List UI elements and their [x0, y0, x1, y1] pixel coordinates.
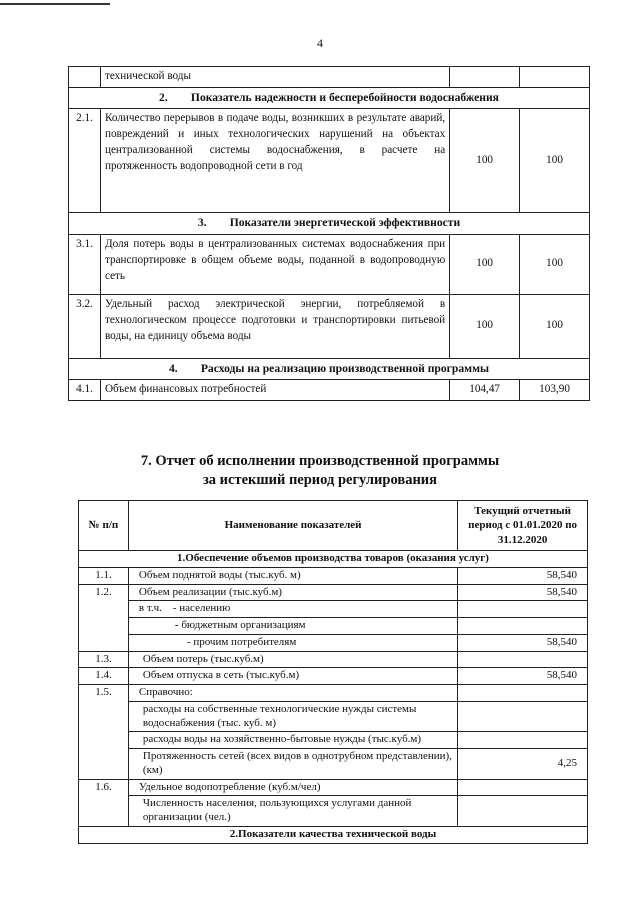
row-value — [458, 651, 588, 668]
row-name: расходы воды на хозяйственно-бытовые нужды (тыс.куб.м) — [128, 732, 457, 749]
table-row — [69, 294, 590, 358]
table-row — [79, 685, 588, 702]
row-name: Справочно: — [128, 685, 457, 702]
row-value — [458, 618, 588, 635]
indicators-table — [68, 66, 590, 401]
section-header-row — [69, 358, 590, 379]
heading-line-2: за истекший период регулирования — [202, 472, 438, 489]
row-number: 2.1. — [69, 109, 101, 213]
row-name: Численность населения, пользующихся услугами данной организации (чел.) — [128, 796, 457, 827]
header-period: Текущий отчетный период с 01.01.2020 по 31.12.2020 — [458, 501, 588, 551]
table-row — [69, 67, 590, 88]
row-value — [458, 601, 588, 618]
row-value-2: 100 — [520, 109, 590, 213]
row-number: 1.2. — [79, 584, 129, 601]
report-table — [78, 500, 588, 844]
continuation-text: технической воды — [100, 67, 449, 88]
row-value-1: 100 — [450, 294, 520, 358]
table-row — [79, 779, 588, 796]
row-name: - бюджетным организациям — [128, 618, 457, 635]
top-rule — [0, 3, 110, 5]
header-row — [79, 501, 588, 551]
table-row — [79, 796, 588, 827]
header-num: № п/п — [79, 501, 129, 551]
row-number: 1.5. — [79, 685, 129, 702]
table-row — [79, 634, 588, 651]
section-header-row — [79, 826, 588, 843]
row-value-1: 100 — [450, 234, 520, 294]
row-value: 58,540 — [458, 634, 588, 651]
heading-line-1: 7. Отчет об исполнении производственной программы — [140, 453, 500, 469]
row-name: Объем поднятой воды (тыс.куб. м) — [128, 567, 457, 584]
row-text: Доля потерь воды в централизованных системах водоснабжения при транспортировке в общем объеме воды, поданной в водопроводную сеть — [100, 234, 449, 294]
section-title: 4. Расходы на реализацию производственной программы — [69, 358, 590, 379]
row-number: 3.2. — [69, 294, 101, 358]
row-name: Объем отпуска в сеть (тыс.куб.м) — [128, 668, 457, 685]
section-header-row — [69, 213, 590, 234]
row-name: Объем потерь (тыс.куб.м) — [128, 651, 457, 668]
row-value-2: 100 — [520, 294, 590, 358]
section-title: 2. Показатель надежности и бесперебойности водоснабжения — [69, 87, 590, 108]
row-text: Количество перерывов в подаче воды, возникших в результате аварий, повреждений и иных технологических нарушений на объектах централизованной системы водоснабжения, в расчете на протяженность водопроводной сети в год — [100, 109, 449, 213]
table-row — [79, 651, 588, 668]
row-value — [458, 779, 588, 796]
row-prefix: в т.ч. — [138, 602, 162, 615]
table-row — [69, 234, 590, 294]
row-text: Объем финансовых потребностей — [100, 380, 449, 401]
table-row — [79, 601, 588, 618]
row-value — [458, 732, 588, 749]
row-number: 4.1. — [69, 380, 101, 401]
row-value — [458, 685, 588, 702]
table-row — [69, 109, 590, 213]
table-row — [69, 380, 590, 401]
row-name: расходы на собственные технологические нужды системы водоснабжения (тыс. куб. м) — [128, 701, 457, 732]
section-title: 3. Показатели энергетической эффективности — [69, 213, 590, 234]
row-value: 4,25 — [458, 749, 588, 780]
section-title: 2.Показатели качества технической воды — [79, 826, 588, 843]
table-row — [79, 732, 588, 749]
row-name: Протяженность сетей (всех видов в однотрубном представлении), (км) — [128, 749, 457, 780]
row-value: 58,540 — [458, 567, 588, 584]
row-value-1: 100 — [450, 109, 520, 213]
table-row — [79, 567, 588, 584]
row-value: 58,540 — [458, 668, 588, 685]
row-number: 1.1. — [79, 567, 129, 584]
row-text: Удельный расход электрической энергии, потребляемой в технологическом процессе подготовки и транспортировки питьевой воды, на единицу объема воды — [100, 294, 449, 358]
table-row — [79, 584, 588, 601]
row-name: Объем реализации (тыс.куб.м) — [128, 584, 457, 601]
table-row — [79, 701, 588, 732]
table-row — [79, 618, 588, 635]
row-number: 1.6. — [79, 779, 129, 796]
row-name — [128, 601, 457, 618]
row-subname: - населению — [172, 602, 231, 615]
row-value — [458, 701, 588, 732]
row-value-2: 100 — [520, 234, 590, 294]
section-heading — [0, 452, 640, 490]
row-number: 1.3. — [79, 651, 129, 668]
row-name: Удельное водопотребление (куб.м/чел) — [128, 779, 457, 796]
row-value-2: 103,90 — [520, 380, 590, 401]
row-number: 3.1. — [69, 234, 101, 294]
table-row — [79, 749, 588, 780]
row-name: - прочим потребителям — [128, 634, 457, 651]
header-name: Наименование показателей — [128, 501, 457, 551]
section-header-row — [79, 551, 588, 568]
row-number: 1.4. — [79, 668, 129, 685]
row-value: 58,540 — [458, 584, 588, 601]
section-header-row — [69, 87, 590, 108]
page-number: 4 — [317, 36, 323, 50]
row-value-1: 104,47 — [450, 380, 520, 401]
row-value — [458, 796, 588, 827]
table-row — [79, 668, 588, 685]
section-title: 1.Обеспечение объемов производства товаров (оказания услуг) — [79, 551, 588, 568]
